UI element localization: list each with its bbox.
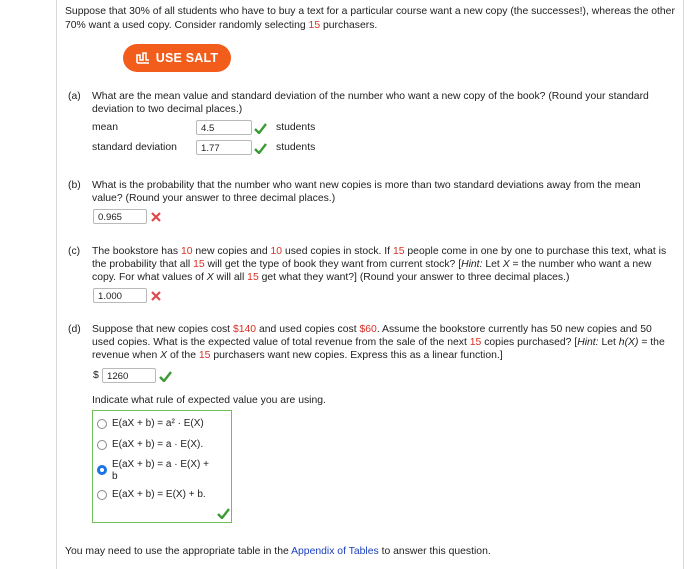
part-a [68, 91, 668, 117]
revenue-correct-check-icon [159, 371, 172, 382]
option-label: E(aX + b) = E(X) + b. [112, 489, 206, 500]
currency-label: $ [93, 370, 99, 381]
rule-prompt: Indicate what rule of expected value you are using. [92, 395, 326, 406]
rule-correct-check-icon [217, 508, 230, 519]
part-c-incorrect-x-icon [151, 291, 161, 301]
use-salt-label: USE SALT [155, 51, 219, 65]
mean-correct-check-icon [254, 123, 267, 134]
option-label: E(aX + b) = a · E(X). [112, 439, 204, 450]
mean-input[interactable]: 4.5 [196, 120, 252, 135]
option-rule-plus-b[interactable] [97, 489, 206, 501]
radio-button[interactable] [97, 440, 107, 450]
part-c [68, 246, 668, 284]
part-c-letter: (c) [68, 246, 81, 257]
expected-value-rule-options [92, 410, 232, 523]
part-b-input[interactable]: 0.965 [93, 209, 147, 224]
sd-input[interactable]: 1.77 [196, 140, 252, 155]
part-d-revenue-input[interactable]: 1260 [102, 368, 156, 383]
radio-button-selected[interactable] [97, 465, 107, 475]
part-d-question: Suppose that new copies cost $140 and used copies cost $60. Assume the bookstore currently has 50 new copies and 50 used copies. What is the expected value of total revenue from the sale of the next 15 copies purchased? [Hint: Let h(X) = the revenue when X of the 15 purchasers want new copies. Express this as a linear function.] [92, 324, 665, 361]
footer-note: You may need to use the appropriate table in the Appendix of Tables to answer this question. [65, 546, 491, 557]
option-rule-a-times[interactable] [97, 439, 203, 451]
radio-button[interactable] [97, 419, 107, 429]
option-label: E(aX + b) = a² · E(X) [112, 418, 204, 429]
option-label: E(aX + b) = a · E(X) + b [112, 459, 209, 482]
part-d [68, 324, 668, 362]
mean-label: mean [92, 122, 118, 133]
intro-text: Suppose that 30% of all students who have to buy a text for a particular course want a new copy (the successes!), whereas the other 70% want a used copy. Consider randomly selecting 15 purchasers. [65, 6, 675, 31]
part-a-question: What are the mean value and standard deviation of the number who want a new copy of the book? (Round your standard deviation to two decimal places.) [92, 91, 649, 115]
radio-button[interactable] [97, 490, 107, 500]
option-rule-linear[interactable] [97, 459, 209, 483]
part-b-question: What is the probability that the number who want new copies is more than two standard deviations away from the mean value? (Round your answer to three decimal places.) [92, 180, 641, 204]
part-b [68, 180, 668, 206]
salt-logo-icon [136, 52, 150, 64]
appendix-link[interactable]: Appendix of Tables [291, 546, 379, 557]
mean-unit: students [276, 122, 316, 133]
part-a-letter: (a) [68, 91, 81, 102]
part-c-input[interactable]: 1.000 [93, 288, 147, 303]
sd-unit: students [276, 142, 316, 153]
option-rule-a-squared[interactable] [97, 418, 204, 430]
part-b-incorrect-x-icon [151, 212, 161, 222]
part-b-letter: (b) [68, 180, 81, 191]
part-c-question: The bookstore has 10 new copies and 10 used copies in stock. If 15 people come in one by one to purchase this text, what is the probability that all 15 will get the type of book they want from current stock? [Hint: Let X = the number who want a new copy. For what values of X will all 15 get what they want?] (Round your answer to three decimal places.) [92, 246, 667, 283]
use-salt-button[interactable] [123, 44, 231, 72]
part-d-letter: (d) [68, 324, 81, 335]
sd-label: standard deviation [92, 142, 177, 153]
sd-correct-check-icon [254, 143, 267, 154]
